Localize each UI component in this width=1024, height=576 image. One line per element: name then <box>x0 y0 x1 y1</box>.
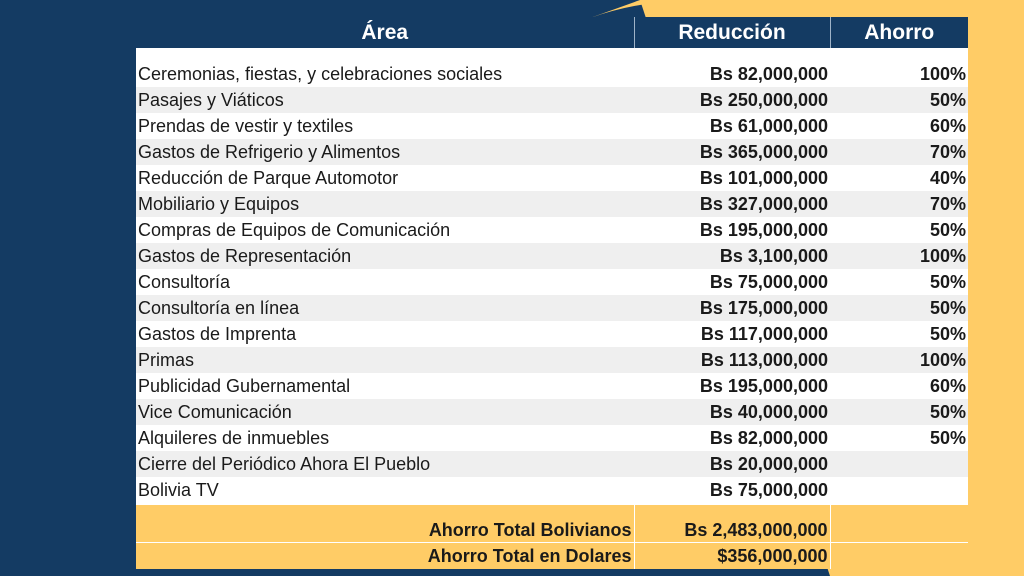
area-cell: Primas <box>136 347 634 373</box>
header-area: Área <box>136 17 634 48</box>
table-row <box>136 165 968 191</box>
reduccion-cell: Bs 75,000,000 <box>634 477 830 503</box>
spacer-row <box>136 48 968 61</box>
ahorro-cell: 50% <box>830 217 968 243</box>
reduccion-cell: Bs 20,000,000 <box>634 451 830 477</box>
total-row-dolares <box>136 543 968 570</box>
total-value: $356,000,000 <box>634 543 830 570</box>
ahorro-cell: 70% <box>830 191 968 217</box>
ahorro-cell: 60% <box>830 113 968 139</box>
table-row <box>136 243 968 269</box>
total-label: Ahorro Total Bolivianos <box>136 505 634 543</box>
reduccion-cell: Bs 250,000,000 <box>634 87 830 113</box>
ahorro-cell: 100% <box>830 61 968 87</box>
reduccion-cell: Bs 40,000,000 <box>634 399 830 425</box>
reduccion-cell: Bs 82,000,000 <box>634 425 830 451</box>
reduccion-cell: Bs 75,000,000 <box>634 269 830 295</box>
total-row-bolivianos <box>136 505 968 543</box>
area-cell: Mobiliario y Equipos <box>136 191 634 217</box>
header-reduccion: Reducción <box>634 17 830 48</box>
ahorro-cell: 50% <box>830 399 968 425</box>
area-cell: Publicidad Gubernamental <box>136 373 634 399</box>
header-row <box>136 17 968 48</box>
reduccion-cell: Bs 195,000,000 <box>634 217 830 243</box>
table-row <box>136 399 968 425</box>
reduccion-cell: Bs 3,100,000 <box>634 243 830 269</box>
table-row <box>136 113 968 139</box>
ahorro-cell: 100% <box>830 243 968 269</box>
area-cell: Ceremonias, fiestas, y celebraciones sociales <box>136 61 634 87</box>
total-value: Bs 2,483,000,000 <box>634 505 830 543</box>
ahorro-cell: 60% <box>830 373 968 399</box>
area-cell: Pasajes y Viáticos <box>136 87 634 113</box>
total-empty-cell <box>830 505 968 543</box>
reduccion-cell: Bs 175,000,000 <box>634 295 830 321</box>
savings-table-container <box>136 17 968 569</box>
table-row <box>136 191 968 217</box>
table-row <box>136 61 968 87</box>
area-cell: Consultoría en línea <box>136 295 634 321</box>
ahorro-cell: 70% <box>830 139 968 165</box>
reduccion-cell: Bs 113,000,000 <box>634 347 830 373</box>
ahorro-cell: 50% <box>830 425 968 451</box>
table-row <box>136 425 968 451</box>
reduccion-cell: Bs 61,000,000 <box>634 113 830 139</box>
table-row <box>136 295 968 321</box>
reduccion-cell: Bs 117,000,000 <box>634 321 830 347</box>
table-row <box>136 321 968 347</box>
area-cell: Vice Comunicación <box>136 399 634 425</box>
reduccion-cell: Bs 82,000,000 <box>634 61 830 87</box>
table-row <box>136 139 968 165</box>
area-cell: Compras de Equipos de Comunicación <box>136 217 634 243</box>
ahorro-cell <box>830 477 968 503</box>
table-row <box>136 451 968 477</box>
reduccion-cell: Bs 365,000,000 <box>634 139 830 165</box>
reduccion-cell: Bs 327,000,000 <box>634 191 830 217</box>
total-label: Ahorro Total en Dolares <box>136 543 634 570</box>
table-row <box>136 269 968 295</box>
table-row <box>136 477 968 503</box>
area-cell: Prendas de vestir y textiles <box>136 113 634 139</box>
header-ahorro: Ahorro <box>830 17 968 48</box>
area-cell: Gastos de Representación <box>136 243 634 269</box>
ahorro-cell: 50% <box>830 87 968 113</box>
reduccion-cell: Bs 195,000,000 <box>634 373 830 399</box>
ahorro-cell: 50% <box>830 295 968 321</box>
table-row <box>136 373 968 399</box>
area-cell: Gastos de Imprenta <box>136 321 634 347</box>
area-cell: Reducción de Parque Automotor <box>136 165 634 191</box>
ahorro-cell: 50% <box>830 321 968 347</box>
table-row <box>136 217 968 243</box>
table-row <box>136 347 968 373</box>
reduccion-cell: Bs 101,000,000 <box>634 165 830 191</box>
area-cell: Cierre del Periódico Ahora El Pueblo <box>136 451 634 477</box>
area-cell: Bolivia TV <box>136 477 634 503</box>
savings-table <box>136 17 968 569</box>
table-row <box>136 87 968 113</box>
ahorro-cell: 100% <box>830 347 968 373</box>
area-cell: Gastos de Refrigerio y Alimentos <box>136 139 634 165</box>
ahorro-cell: 50% <box>830 269 968 295</box>
area-cell: Consultoría <box>136 269 634 295</box>
area-cell: Alquileres de inmuebles <box>136 425 634 451</box>
ahorro-cell <box>830 451 968 477</box>
total-empty-cell <box>830 543 968 570</box>
ahorro-cell: 40% <box>830 165 968 191</box>
